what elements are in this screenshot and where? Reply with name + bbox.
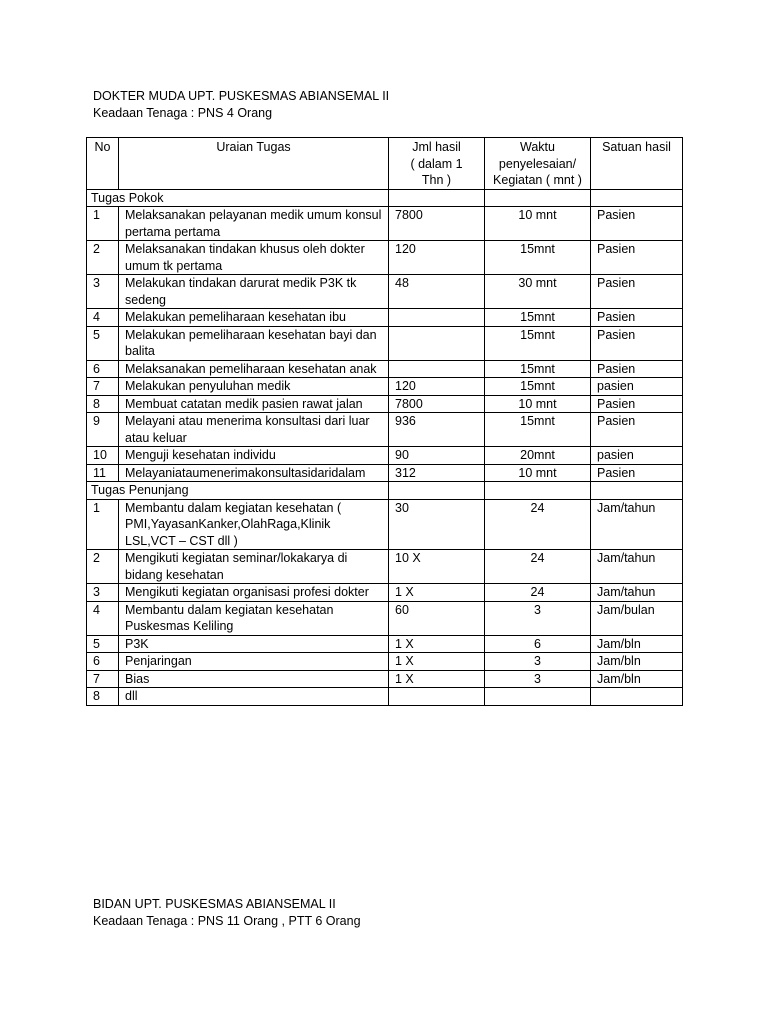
row-task: Mengikuti kegiatan organisasi profesi dokter bbox=[119, 584, 389, 602]
row-waktu: 24 bbox=[485, 584, 591, 602]
table-row bbox=[87, 447, 683, 465]
header-uraian: Uraian Tugas bbox=[119, 138, 389, 190]
row-jml-hasil: 120 bbox=[389, 241, 485, 275]
row-task: Membuat catatan medik pasien rawat jalan bbox=[119, 395, 389, 413]
table-row bbox=[87, 326, 683, 360]
section-label: Tugas Pokok bbox=[87, 189, 389, 207]
row-number: 3 bbox=[87, 275, 119, 309]
row-satuan: Jam/tahun bbox=[591, 550, 683, 584]
row-waktu: 15mnt bbox=[485, 413, 591, 447]
row-number: 2 bbox=[87, 241, 119, 275]
row-jml-hasil: 1 X bbox=[389, 670, 485, 688]
row-jml-hasil bbox=[389, 326, 485, 360]
section-label: Tugas Penunjang bbox=[87, 482, 389, 500]
row-waktu: 3 bbox=[485, 653, 591, 671]
row-number: 6 bbox=[87, 360, 119, 378]
row-jml-hasil: 1 X bbox=[389, 653, 485, 671]
empty-cell bbox=[389, 482, 485, 500]
staff-info: Keadaan Tenaga : PNS 4 Orang bbox=[93, 106, 273, 120]
row-satuan: Pasien bbox=[591, 241, 683, 275]
row-waktu: 15mnt bbox=[485, 360, 591, 378]
row-jml-hasil: 1 X bbox=[389, 584, 485, 602]
row-jml-hasil bbox=[389, 309, 485, 327]
table-row bbox=[87, 241, 683, 275]
table-row bbox=[87, 413, 683, 447]
table-row bbox=[87, 550, 683, 584]
row-satuan: Pasien bbox=[591, 464, 683, 482]
row-task: Melakukan tindakan darurat medik P3K tk sedeng bbox=[119, 275, 389, 309]
row-number: 4 bbox=[87, 601, 119, 635]
row-jml-hasil: 7800 bbox=[389, 395, 485, 413]
row-satuan: Jam/bulan bbox=[591, 601, 683, 635]
header-waktu: Waktu penyelesaian/ Kegiatan ( mnt ) bbox=[485, 138, 591, 190]
task-table bbox=[86, 137, 683, 706]
table-row bbox=[87, 584, 683, 602]
row-task: Mengikuti kegiatan seminar/lokakarya di bidang kesehatan bbox=[119, 550, 389, 584]
row-satuan: Pasien bbox=[591, 326, 683, 360]
row-task: Melaksanakan pemeliharaan kesehatan anak bbox=[119, 360, 389, 378]
row-jml-hasil bbox=[389, 688, 485, 706]
row-waktu: 24 bbox=[485, 550, 591, 584]
table-header-row bbox=[87, 138, 683, 190]
row-waktu: 6 bbox=[485, 635, 591, 653]
row-satuan: Pasien bbox=[591, 207, 683, 241]
table-row bbox=[87, 378, 683, 396]
section-row-tugas-penunjang bbox=[87, 482, 683, 500]
row-satuan: Jam/tahun bbox=[591, 584, 683, 602]
table-row bbox=[87, 635, 683, 653]
row-satuan: Pasien bbox=[591, 395, 683, 413]
row-waktu: 15mnt bbox=[485, 309, 591, 327]
row-task: Membantu dalam kegiatan kesehatan Puskesmas Keliling bbox=[119, 601, 389, 635]
row-task: P3K bbox=[119, 635, 389, 653]
empty-cell bbox=[591, 189, 683, 207]
row-waktu bbox=[485, 688, 591, 706]
table-row bbox=[87, 275, 683, 309]
row-task: Melaksanakan tindakan khusus oleh dokter umum tk pertama bbox=[119, 241, 389, 275]
row-jml-hasil bbox=[389, 360, 485, 378]
row-task: Melakukan pemeliharaan kesehatan ibu bbox=[119, 309, 389, 327]
row-jml-hasil: 120 bbox=[389, 378, 485, 396]
empty-cell bbox=[591, 482, 683, 500]
row-satuan: pasien bbox=[591, 378, 683, 396]
row-task: Melayani atau menerima konsultasi dari luar atau keluar bbox=[119, 413, 389, 447]
row-jml-hasil: 312 bbox=[389, 464, 485, 482]
row-waktu: 10 mnt bbox=[485, 395, 591, 413]
row-number: 5 bbox=[87, 635, 119, 653]
table-row bbox=[87, 499, 683, 550]
row-waktu: 20mnt bbox=[485, 447, 591, 465]
row-jml-hasil: 48 bbox=[389, 275, 485, 309]
row-number: 4 bbox=[87, 309, 119, 327]
table-row bbox=[87, 207, 683, 241]
row-number: 9 bbox=[87, 413, 119, 447]
row-task: Melaksanakan pelayanan medik umum konsul pertama pertama bbox=[119, 207, 389, 241]
row-waktu: 15mnt bbox=[485, 378, 591, 396]
row-waktu: 10 mnt bbox=[485, 464, 591, 482]
row-task: Membantu dalam kegiatan kesehatan ( PMI,YayasanKanker,OlahRaga,Klinik LSL,VCT – CST dll ) bbox=[119, 499, 389, 550]
row-jml-hasil: 936 bbox=[389, 413, 485, 447]
table-row bbox=[87, 670, 683, 688]
row-jml-hasil: 30 bbox=[389, 499, 485, 550]
table-row bbox=[87, 464, 683, 482]
table-row bbox=[87, 601, 683, 635]
row-number: 5 bbox=[87, 326, 119, 360]
row-satuan: Pasien bbox=[591, 413, 683, 447]
row-task: Penjaringan bbox=[119, 653, 389, 671]
row-waktu: 15mnt bbox=[485, 241, 591, 275]
row-waktu: 24 bbox=[485, 499, 591, 550]
row-waktu: 3 bbox=[485, 670, 591, 688]
table-body bbox=[87, 189, 683, 705]
empty-cell bbox=[485, 189, 591, 207]
row-task: Menguji kesehatan individu bbox=[119, 447, 389, 465]
row-satuan: Pasien bbox=[591, 275, 683, 309]
row-satuan: Jam/bln bbox=[591, 670, 683, 688]
section-row-tugas-pokok bbox=[87, 189, 683, 207]
header-satuan: Satuan hasil bbox=[591, 138, 683, 190]
row-waktu: 10 mnt bbox=[485, 207, 591, 241]
row-task: dll bbox=[119, 688, 389, 706]
row-satuan: Jam/bln bbox=[591, 635, 683, 653]
row-task: Bias bbox=[119, 670, 389, 688]
row-satuan: Pasien bbox=[591, 309, 683, 327]
header-no: No bbox=[87, 138, 119, 190]
row-jml-hasil: 90 bbox=[389, 447, 485, 465]
row-jml-hasil: 10 X bbox=[389, 550, 485, 584]
row-jml-hasil: 60 bbox=[389, 601, 485, 635]
row-number: 1 bbox=[87, 207, 119, 241]
empty-cell bbox=[485, 482, 591, 500]
row-number: 8 bbox=[87, 688, 119, 706]
row-jml-hasil: 7800 bbox=[389, 207, 485, 241]
row-jml-hasil: 1 X bbox=[389, 635, 485, 653]
row-number: 8 bbox=[87, 395, 119, 413]
table-row bbox=[87, 688, 683, 706]
row-satuan: Jam/tahun bbox=[591, 499, 683, 550]
row-number: 2 bbox=[87, 550, 119, 584]
row-waktu: 3 bbox=[485, 601, 591, 635]
section-header-dokter bbox=[93, 88, 389, 122]
section-title: BIDAN UPT. PUSKESMAS ABIANSEMAL II bbox=[93, 897, 336, 911]
row-satuan bbox=[591, 688, 683, 706]
row-task: Melayaniataumenerimakonsultasidaridalam bbox=[119, 464, 389, 482]
header-jml: Jml hasil ( dalam 1 Thn ) bbox=[389, 138, 485, 190]
row-number: 7 bbox=[87, 670, 119, 688]
empty-cell bbox=[389, 189, 485, 207]
section-title: DOKTER MUDA UPT. PUSKESMAS ABIANSEMAL II bbox=[93, 89, 390, 103]
row-number: 7 bbox=[87, 378, 119, 396]
section-header-bidan bbox=[93, 896, 361, 930]
row-satuan: Jam/bln bbox=[591, 653, 683, 671]
row-satuan: Pasien bbox=[591, 360, 683, 378]
row-number: 6 bbox=[87, 653, 119, 671]
row-task: Melakukan pemeliharaan kesehatan bayi dan balita bbox=[119, 326, 389, 360]
row-satuan: pasien bbox=[591, 447, 683, 465]
row-number: 3 bbox=[87, 584, 119, 602]
row-number: 10 bbox=[87, 447, 119, 465]
row-waktu: 30 mnt bbox=[485, 275, 591, 309]
table-row bbox=[87, 395, 683, 413]
row-number: 11 bbox=[87, 464, 119, 482]
table-row bbox=[87, 653, 683, 671]
table-row bbox=[87, 360, 683, 378]
staff-info: Keadaan Tenaga : PNS 11 Orang , PTT 6 Orang bbox=[93, 914, 361, 928]
row-waktu: 15mnt bbox=[485, 326, 591, 360]
table-row bbox=[87, 309, 683, 327]
row-number: 1 bbox=[87, 499, 119, 550]
row-task: Melakukan penyuluhan medik bbox=[119, 378, 389, 396]
